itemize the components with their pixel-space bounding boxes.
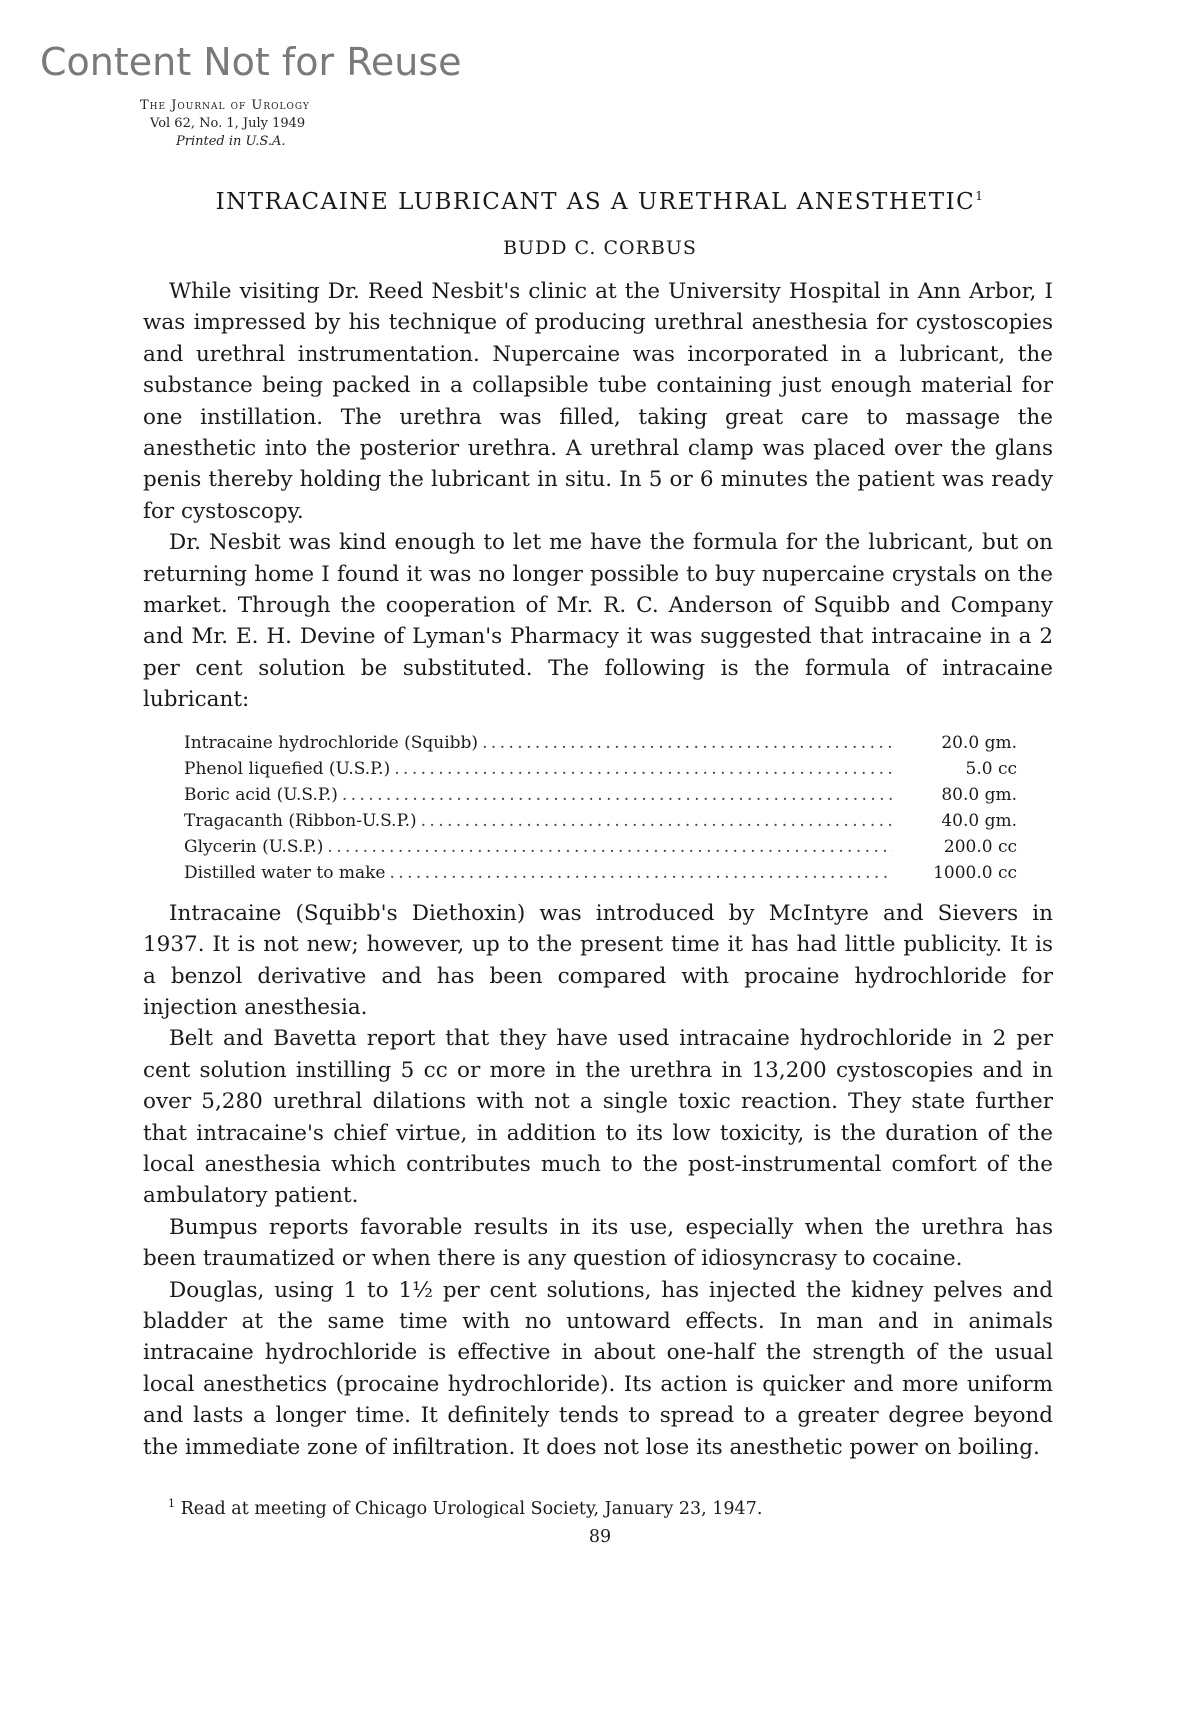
formula-ingredient: Distilled water to make	[184, 862, 386, 883]
journal-header	[140, 97, 310, 151]
journal-volume: Vol 62, No. 1, July 1949	[150, 116, 306, 131]
dot-leader	[327, 834, 893, 860]
footnote-text: Read at meeting of Chicago Urological Society, January 23, 1947.	[180, 1498, 763, 1519]
formula-row	[184, 782, 1017, 808]
formula-amount: 20.0 gm.	[941, 732, 1017, 753]
formula-row	[184, 834, 1017, 860]
paragraph-1: While visiting Dr. Reed Nesbit's clinic at the University Hospital in Ann Arbor, I was impressed by his technique of producing urethral anesthesia for cystoscopies and urethral instrumentation. Nupercaine was incorporated in a lubricant, the substance being packed in a collapsible tube containing just enough material for one instillation. The urethra was filled, taking great care to massage the anesthetic into the posterior urethra. A urethral clamp was placed over the glans penis thereby holding the lubricant in situ. In 5 or 6 minutes the patient was ready for cystoscopy.	[143, 279, 1053, 524]
dot-leader	[389, 860, 893, 886]
title-footnote-mark: 1	[975, 189, 985, 203]
formula-row	[184, 860, 1017, 886]
paragraph-3: Intracaine (Squibb's Diethoxin) was introduced by McIntyre and Sievers in 1937. It is not new; however, up to the present time it has had little publicity. It is a benzol derivative and has been compared with procaine hydrochloride for injection anesthesia.	[143, 900, 1053, 1020]
paragraph-5: Bumpus reports favorable results in its use, especially when the urethra has been traumatized or when there is any question of idiosyncrasy to cocaine.	[143, 1214, 1053, 1272]
formula-row	[184, 730, 1017, 756]
article-author: BUDD C. CORBUS	[503, 237, 697, 259]
paragraph-2: Dr. Nesbit was kind enough to let me have the formula for the lubricant, but on returning home I found it was no longer possible to buy nupercaine crystals on the market. Through the cooperation of Mr. R. C. Anderson of Squibb and Company and Mr. E. H. Devine of Lyman's Pharmacy it was suggested that intracaine in a 2 per cent solution be substituted. The following is the formula of intracaine lubricant:	[143, 530, 1053, 713]
formula-ingredient: Tragacanth (Ribbon-U.S.P.)	[184, 810, 417, 831]
formula-ingredient: Glycerin (U.S.P.)	[184, 836, 324, 857]
formula-ingredient: Phenol liquefied (U.S.P.)	[184, 758, 391, 779]
formula-row	[184, 808, 1017, 834]
dot-leader	[421, 808, 893, 834]
formula-table	[184, 730, 1017, 886]
watermark: Content Not for Reuse	[40, 40, 462, 84]
dot-leader	[394, 756, 893, 782]
formula-amount: 40.0 gm.	[941, 810, 1017, 831]
journal-name: The Journal of Urology	[140, 98, 310, 113]
journal-printed: Printed in U.S.A.	[176, 134, 286, 149]
formula-ingredient: Intracaine hydrochloride (Squibb)	[184, 732, 479, 753]
paragraph-4: Belt and Bavetta report that they have used intracaine hydrochloride in 2 per cent solution instilling 5 cc or more in the urethra in 13,200 cystoscopies and in over 5,280 urethral dilations with not a single toxic reaction. They state further that intracaine's chief virtue, in addition to its low toxicity, is the duration of the local anesthesia which contributes much to the post-instrumental comfort of the ambulatory patient.	[143, 1026, 1053, 1209]
formula-amount: 80.0 gm.	[941, 784, 1017, 805]
page-number: 89	[588, 1527, 612, 1547]
formula-amount: 200.0 cc	[943, 836, 1017, 857]
dot-leader	[342, 782, 893, 808]
article-title-text: INTRACAINE LUBRICANT AS A URETHRAL ANESTHETIC	[215, 189, 976, 215]
paragraph-6: Douglas, using 1 to 1½ per cent solutions, has injected the kidney pelves and bladder at the same time with no untoward effects. In man and in animals intracaine hydrochloride is effective in about one-half the strength of the usual local anesthetics (procaine hydrochloride). Its action is quicker and more uniform and lasts a longer time. It definitely tends to spread to a greater degree beyond the immediate zone of infiltration. It does not lose its anesthetic power on boiling.	[143, 1277, 1053, 1460]
footnote-mark: 1	[168, 1497, 175, 1510]
footnote	[168, 1497, 762, 1519]
formula-amount: 5.0 cc	[965, 758, 1017, 779]
article-body	[143, 276, 1053, 1463]
article-title	[0, 189, 1200, 215]
dot-leader	[482, 730, 893, 756]
formula-row	[184, 756, 1017, 782]
formula-amount: 1000.0 cc	[933, 862, 1017, 883]
formula-ingredient: Boric acid (U.S.P.)	[184, 784, 338, 805]
